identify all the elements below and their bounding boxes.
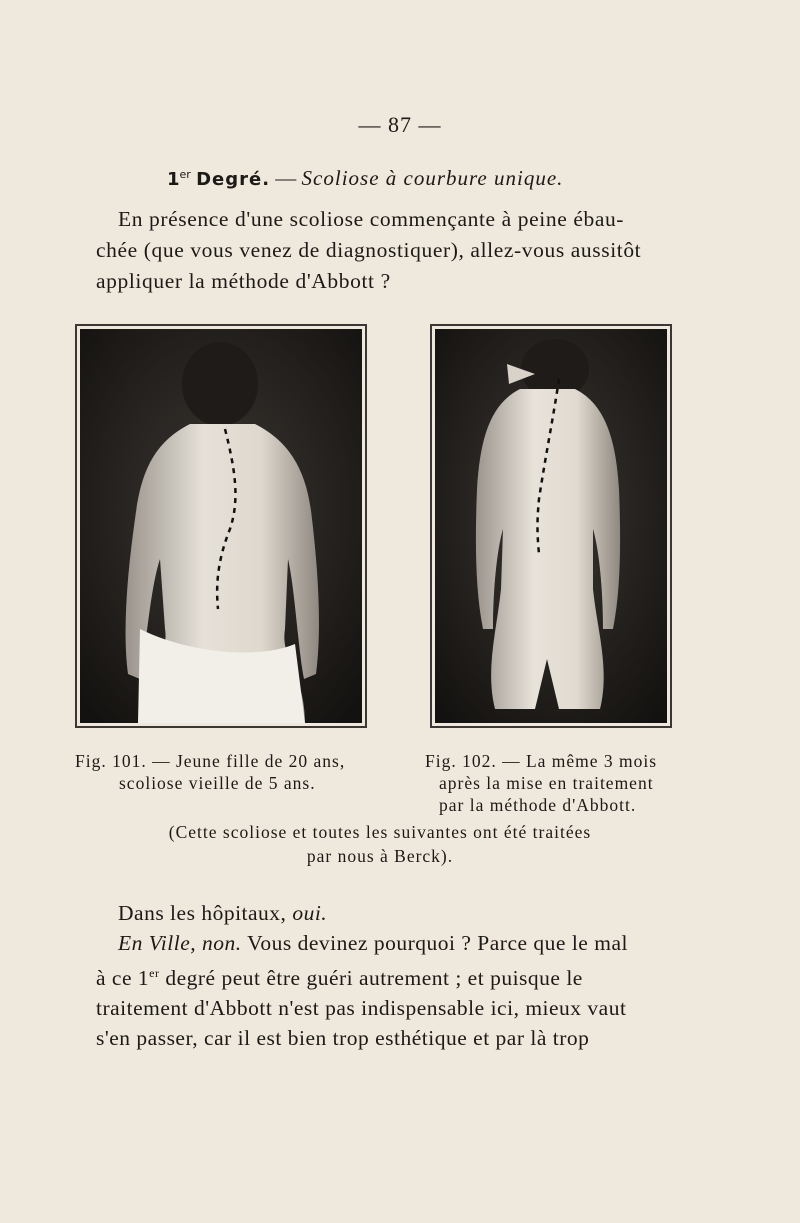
figure-102-photo bbox=[435, 329, 667, 723]
hair bbox=[182, 342, 258, 426]
figure-101 bbox=[75, 324, 367, 728]
figure-102-caption bbox=[425, 750, 685, 816]
section-heading bbox=[167, 166, 563, 191]
figure-101-caption bbox=[75, 750, 375, 794]
caption-line: par la méthode d'Abbott. bbox=[439, 795, 637, 815]
text-line: appliquer la méthode d'Abbott ? bbox=[96, 269, 391, 293]
figures-note bbox=[0, 820, 760, 868]
text-line: Dans les hôpitaux, oui. bbox=[118, 901, 328, 925]
text-line: En Ville, non. Vous devinez pourquoi ? Parce que le mal bbox=[118, 931, 628, 955]
heading-dash: — bbox=[275, 166, 297, 190]
text-line: traitement d'Abbott n'est pas indispensable ici, mieux vaut bbox=[96, 996, 627, 1021]
note-line: (Cette scoliose et toutes les suivantes ont été traitées bbox=[168, 822, 592, 842]
heading-title: Scoliose à courbure unique. bbox=[301, 166, 564, 190]
text-line: chée (que vous venez de diagnostiquer), allez-vous aussitôt bbox=[96, 238, 642, 262]
note-line: par nous à Berck). bbox=[306, 846, 454, 866]
text-line: En présence d'une scoliose commençante à peine ébau- bbox=[118, 207, 625, 231]
caption-line: scoliose vieille de 5 ans. bbox=[119, 773, 316, 793]
text-line: s'en passer, car il est bien trop esthétique et par là trop bbox=[96, 1026, 590, 1051]
degree-number: 1er bbox=[167, 168, 191, 190]
text-line: à ce 1er degré peut être guéri autrement ; et puisque le bbox=[96, 966, 583, 991]
caption-line: Fig. 101. — Jeune fille de 20 ans, bbox=[75, 751, 346, 771]
degree-suffix: er bbox=[179, 168, 191, 181]
paragraph-intro bbox=[96, 204, 652, 297]
torso bbox=[476, 389, 620, 709]
degree-word: Degré. bbox=[196, 169, 271, 190]
caption-line: après la mise en traitement bbox=[439, 773, 654, 793]
figure-102 bbox=[430, 324, 672, 728]
caption-line: Fig. 102. — La même 3 mois bbox=[425, 751, 658, 771]
paragraph-body bbox=[96, 898, 652, 1053]
figure-101-photo bbox=[80, 329, 362, 723]
page-number: — 87 — bbox=[358, 112, 442, 137]
